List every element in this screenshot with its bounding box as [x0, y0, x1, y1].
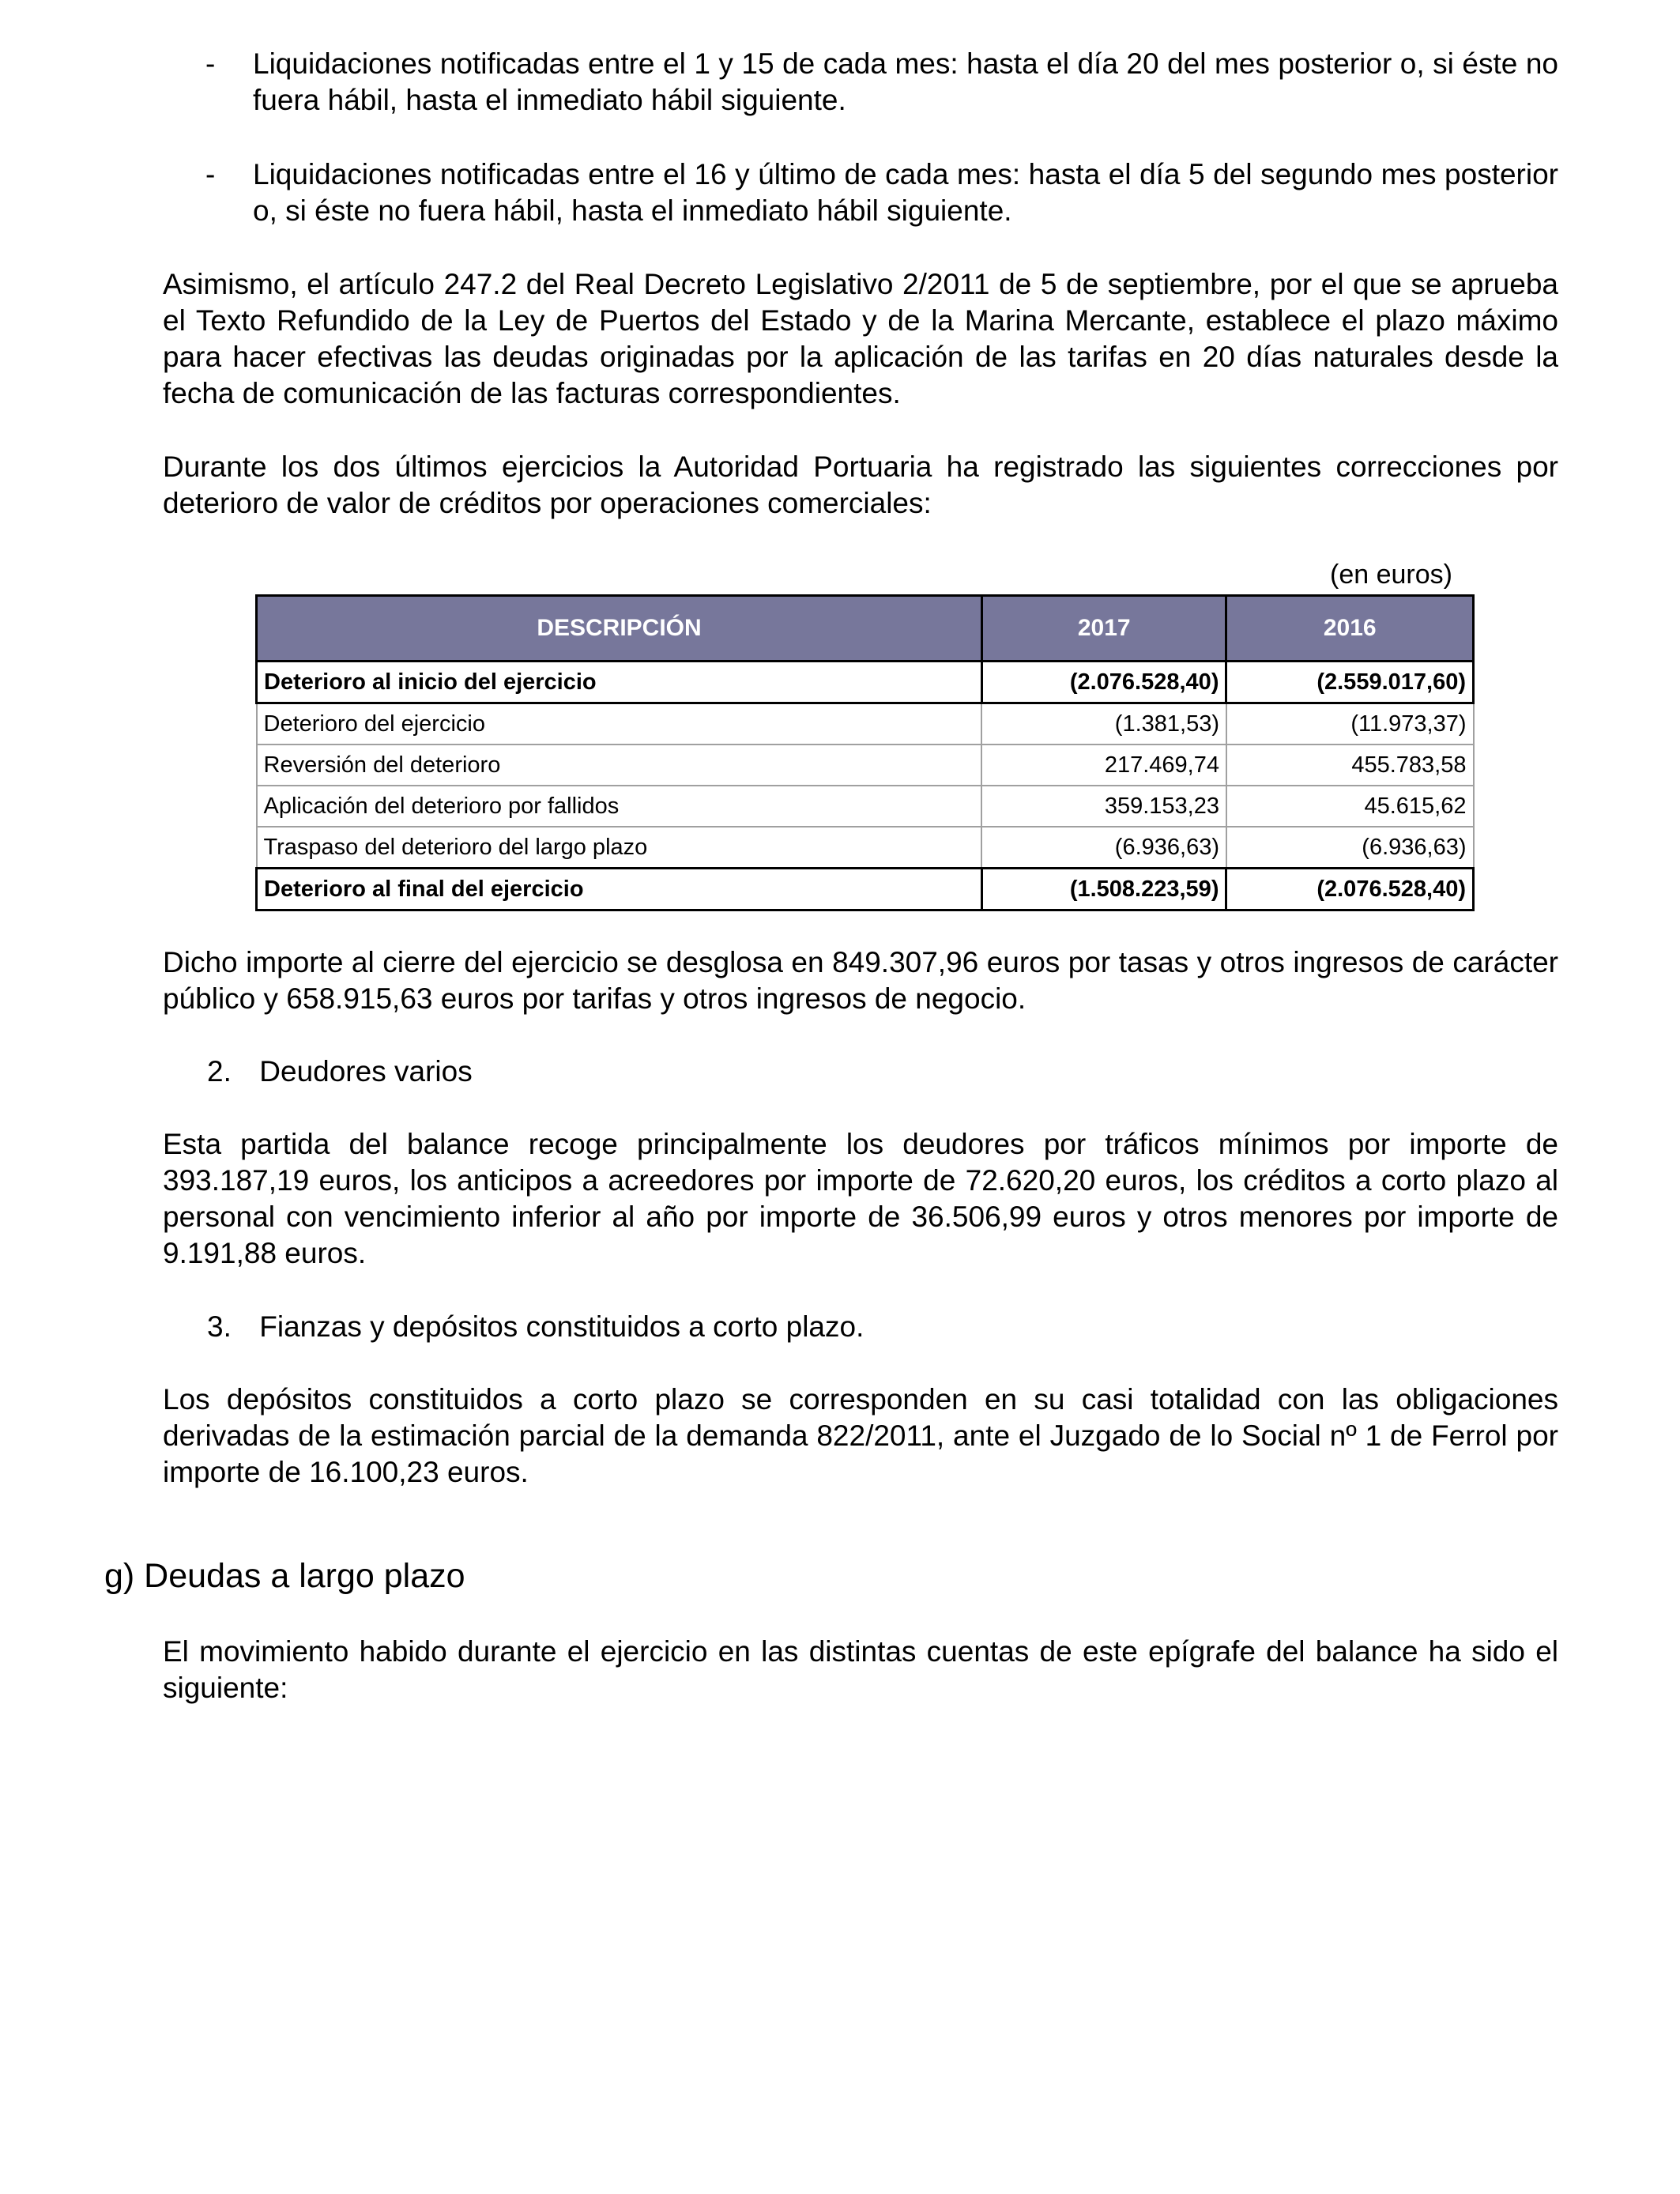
bullet-dash: - [205, 158, 216, 190]
row-value-2017: (1.508.223,59) [981, 869, 1226, 910]
heading-number: 2. [207, 1055, 232, 1088]
row-value-2017: (1.381,53) [981, 703, 1226, 745]
numbered-heading-fianzas [207, 1309, 864, 1345]
row-value-2016: (2.076.528,40) [1226, 869, 1474, 910]
row-value-2016: (6.936,63) [1226, 827, 1474, 869]
row-description: Deterioro al inicio del ejercicio [257, 662, 982, 703]
paragraph-movimiento: El movimiento habido durante el ejercicio en las distintas cuentas de este epígrafe del balance ha sido el siguiente: [163, 1635, 1558, 1704]
table-header-row [257, 596, 1474, 662]
table-row [257, 745, 1474, 786]
row-value-2016: (11.973,37) [1226, 703, 1474, 745]
row-value-2017: (6.936,63) [981, 827, 1226, 869]
table-unit-note: (en euros) [1330, 560, 1452, 590]
bullet-text: Liquidaciones notificadas entre el 16 y último de cada mes: hasta el día 5 del segundo mes posterior o, si éste no fuera hábil, hasta el inmediato hábil siguiente. [253, 158, 1558, 227]
table-row [257, 869, 1474, 910]
bullet-dash: - [205, 47, 216, 80]
heading-label: Deudores varios [259, 1055, 473, 1088]
row-value-2016: 455.783,58 [1226, 745, 1474, 786]
section-heading-deudas-largo-plazo: g) Deudas a largo plazo [104, 1557, 465, 1595]
row-value-2016: 45.615,62 [1226, 786, 1474, 827]
bullet-text: Liquidaciones notificadas entre el 1 y 15 de cada mes: hasta el día 20 del mes posterior o, si éste no fuera hábil, hasta el inmediato hábil siguiente. [253, 47, 1558, 116]
paragraph-articulo-247: Asimismo, el artículo 247.2 del Real Decreto Legislativo 2/2011 de 5 de septiembre, por el que se aprueba el Texto Refundido de la Ley de Puertos del Estado y de la Marina Mercante, establece el plazo máximo para hacer efectivas las deudas originadas por la aplicación de las tarifas en 20 días naturales desde la fecha de comunicación de las facturas correspondientes. [163, 268, 1558, 409]
table-row [257, 662, 1474, 703]
row-value-2017: 359.153,23 [981, 786, 1226, 827]
row-description: Aplicación del deterioro por fallidos [257, 786, 982, 827]
header-descripcion: DESCRIPCIÓN [257, 596, 982, 662]
row-description: Deterioro al final del ejercicio [257, 869, 982, 910]
header-2016: 2016 [1226, 596, 1474, 662]
row-description: Traspaso del deterioro del largo plazo [257, 827, 982, 869]
table-row [257, 786, 1474, 827]
heading-number: 3. [207, 1310, 232, 1343]
table-row [257, 827, 1474, 869]
paragraph-desglose-importe: Dicho importe al cierre del ejercicio se desglosa en 849.307,96 euros por tasas y otros ingresos de carácter público y 658.915,63 euros por tarifas y otros ingresos de negocio. [163, 946, 1558, 1015]
table-row [257, 703, 1474, 745]
row-description: Deterioro del ejercicio [257, 703, 982, 745]
row-value-2016: (2.559.017,60) [1226, 662, 1474, 703]
row-value-2017: 217.469,74 [981, 745, 1226, 786]
numbered-heading-deudores [207, 1054, 473, 1090]
header-2017: 2017 [981, 596, 1226, 662]
row-value-2017: (2.076.528,40) [981, 662, 1226, 703]
paragraph-deudores-varios: Esta partida del balance recoge principalmente los deudores por tráficos mínimos por importe de 393.187,19 euros, los anticipos a acreedores por importe de 72.620,20 euros, los créditos a corto plazo al personal con vencimiento inferior al año por importe de 36.506,99 euros y otros menores por importe de 9.191,88 euros. [163, 1128, 1558, 1269]
paragraph-correcciones-intro: Durante los dos últimos ejercicios la Autoridad Portuaria ha registrado las siguientes correcciones por deterioro de valor de créditos por operaciones comerciales: [163, 450, 1558, 519]
deterioro-table [255, 594, 1475, 911]
heading-label: Fianzas y depósitos constituidos a corto plazo. [259, 1310, 864, 1343]
row-description: Reversión del deterioro [257, 745, 982, 786]
paragraph-depositos: Los depósitos constituidos a corto plazo se corresponden en su casi totalidad con las obligaciones derivadas de la estimación parcial de la demanda 822/2011, ante el Juzgado de lo Social nº 1 de Ferrol por importe de 16.100,23 euros. [163, 1383, 1558, 1488]
